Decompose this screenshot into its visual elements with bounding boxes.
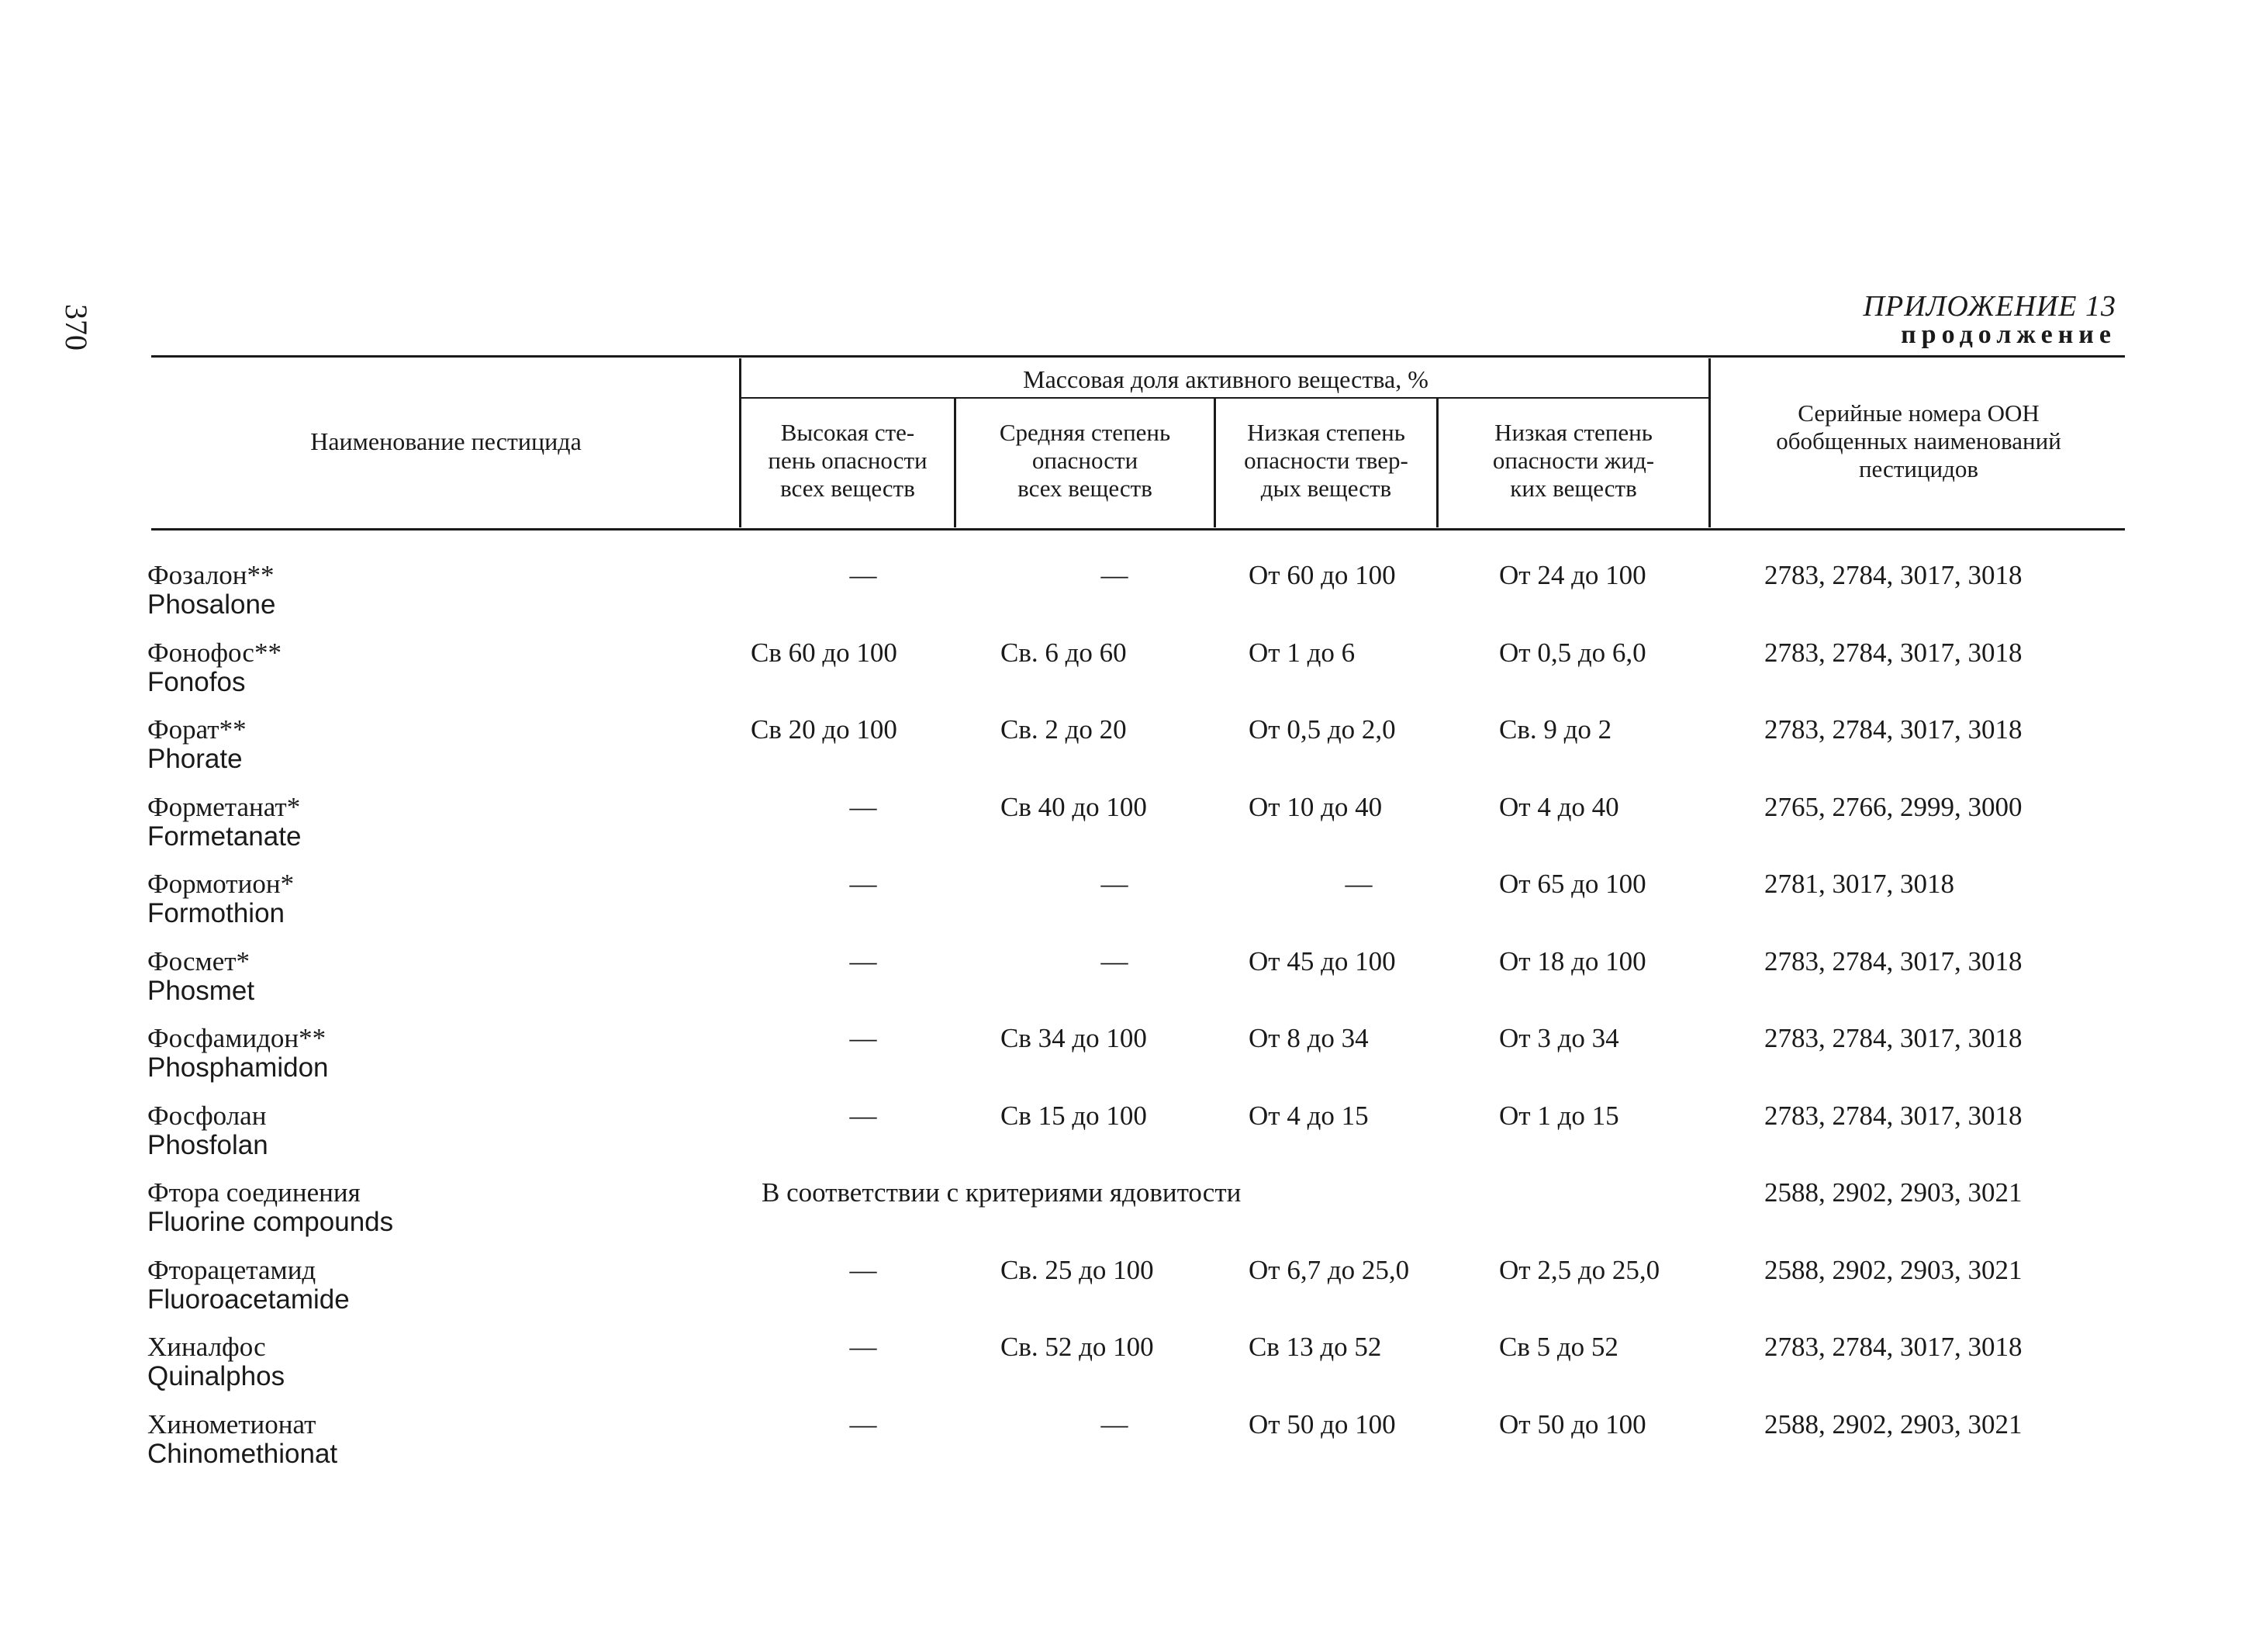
cell-medium: Св 15 до 100: [1000, 1100, 1147, 1131]
cell-high: —: [849, 560, 877, 590]
cell-high: —: [849, 1100, 877, 1131]
cell-low-solid: От 60 до 100: [1249, 560, 1396, 590]
cell-un-numbers: 2781, 3017, 3018: [1764, 869, 1954, 899]
span-note: В соответствии с критериями ядовитости: [762, 1177, 1242, 1208]
cell-medium: Св. 25 до 100: [1000, 1254, 1154, 1285]
cell-low-solid: От 8 до 34: [1249, 1023, 1369, 1053]
cell-medium: —: [1100, 869, 1128, 899]
cell-low-solid: От 45 до 100: [1249, 945, 1396, 976]
cell-low-liquid: От 1 до 15: [1499, 1100, 1619, 1131]
cell-un-numbers: 2783, 2784, 3017, 3018: [1764, 714, 2023, 745]
cell-low-liquid: От 50 до 100: [1499, 1408, 1646, 1439]
pesticide-name-ru: Фонофос**: [147, 637, 282, 668]
cell-low-liquid: От 24 до 100: [1499, 560, 1646, 590]
cell-medium: —: [1100, 945, 1128, 976]
cell-low-liquid: От 2,5 до 25,0: [1499, 1254, 1660, 1285]
cell-low-solid: От 50 до 100: [1249, 1408, 1396, 1439]
col-divider-4: [1436, 399, 1439, 527]
table-top-rule: [151, 355, 2125, 358]
header-low-hazard-solid: Низкая степень опасности твер- дых веществ: [1244, 419, 1408, 502]
cell-low-liquid: От 18 до 100: [1499, 945, 1646, 976]
cell-low-liquid: От 4 до 40: [1499, 791, 1619, 822]
pesticide-name-ru: Фосфолан: [147, 1100, 267, 1131]
cell-low-liquid: От 65 до 100: [1499, 869, 1646, 899]
cell-medium: Св 34 до 100: [1000, 1023, 1147, 1053]
cell-low-solid: Св 13 до 52: [1249, 1332, 1382, 1362]
header-bottom-rule: [151, 528, 2125, 531]
table-row: [0, 714, 2242, 789]
pesticide-name-latin: Chinomethionat: [147, 1438, 338, 1469]
cell-un-numbers: 2588, 2902, 2903, 3021: [1764, 1177, 2023, 1208]
table-row: [0, 1023, 2242, 1097]
cell-low-solid: От 4 до 15: [1249, 1100, 1369, 1131]
table-row: [0, 946, 2242, 1021]
pesticide-name-latin: Formetanate: [147, 821, 302, 852]
pesticide-name-latin: Phosfolan: [147, 1129, 268, 1160]
table-row: [0, 792, 2242, 866]
cell-low-liquid: Св 5 до 52: [1499, 1332, 1618, 1362]
cell-high: —: [849, 1023, 877, 1053]
cell-low-solid: От 1 до 6: [1249, 637, 1356, 668]
cell-low-liquid: Св. 9 до 2: [1499, 714, 1612, 745]
cell-un-numbers: 2588, 2902, 2903, 3021: [1764, 1408, 2023, 1439]
cell-medium: Св 40 до 100: [1000, 791, 1147, 822]
cell-high: —: [849, 1332, 877, 1362]
cell-low-liquid: От 0,5 до 6,0: [1499, 637, 1646, 668]
cell-high: Св 20 до 100: [751, 714, 897, 745]
cell-low-solid: От 0,5 до 2,0: [1249, 714, 1396, 745]
appendix-title: ПРИЛОЖЕНИЕ 13: [1863, 290, 2116, 323]
table-row: [0, 1255, 2242, 1329]
continuation-label: продолжение: [1901, 320, 2116, 349]
pesticide-name-ru: Хиналфос: [147, 1332, 266, 1362]
cell-high: —: [849, 1408, 877, 1439]
table-row: [0, 869, 2242, 943]
cell-medium: —: [1100, 1408, 1128, 1439]
cell-un-numbers: 2765, 2766, 2999, 3000: [1764, 791, 2023, 822]
cell-high: —: [849, 869, 877, 899]
pesticide-name-latin: Formothion: [147, 898, 285, 928]
header-pesticide-name: Наименование пестицида: [310, 427, 582, 455]
col-divider-3: [1214, 399, 1216, 527]
mass-fraction-rule: [741, 397, 1710, 399]
cell-low-liquid: От 3 до 34: [1499, 1023, 1619, 1053]
cell-high: Св 60 до 100: [751, 637, 897, 668]
cell-high: —: [849, 1254, 877, 1285]
cell-high: —: [849, 791, 877, 822]
cell-un-numbers: 2588, 2902, 2903, 3021: [1764, 1254, 2023, 1285]
cell-un-numbers: 2783, 2784, 3017, 3018: [1764, 1100, 2023, 1131]
pesticide-name-latin: Phosphamidon: [147, 1052, 329, 1083]
header-high-hazard: Высокая сте- пень опасности всех веществ: [768, 419, 928, 502]
cell-medium: Св. 52 до 100: [1000, 1332, 1154, 1362]
table-row: [0, 1101, 2242, 1175]
cell-medium: Св. 6 до 60: [1000, 637, 1127, 668]
table-row: [0, 560, 2242, 634]
table-row: [0, 1177, 2242, 1252]
header-medium-hazard: Средняя степень опасности всех веществ: [999, 419, 1171, 502]
pesticide-name-latin: Fluorine compounds: [147, 1207, 394, 1237]
cell-high: —: [849, 945, 877, 976]
cell-un-numbers: 2783, 2784, 3017, 3018: [1764, 637, 2023, 668]
cell-low-solid: От 6,7 до 25,0: [1249, 1254, 1410, 1285]
pesticide-name-latin: Phorate: [147, 744, 243, 774]
cell-un-numbers: 2783, 2784, 3017, 3018: [1764, 1023, 2023, 1053]
page-number: 370: [59, 304, 94, 351]
cell-low-solid: От 10 до 40: [1249, 791, 1383, 822]
header-mass-fraction: Массовая доля активного вещества, %: [1023, 365, 1428, 393]
table-row: [0, 1332, 2242, 1406]
pesticide-name-ru: Форметанат*: [147, 791, 301, 822]
cell-un-numbers: 2783, 2784, 3017, 3018: [1764, 1332, 2023, 1362]
pesticide-name-latin: Quinalphos: [147, 1361, 285, 1391]
table-row: [0, 1409, 2242, 1484]
pesticide-name-latin: Phosmet: [147, 975, 255, 1006]
pesticide-name-ru: Фозалон**: [147, 560, 275, 590]
pesticide-name-ru: Форат**: [147, 714, 247, 745]
pesticide-name-ru: Формотион*: [147, 869, 295, 899]
cell-un-numbers: 2783, 2784, 3017, 3018: [1764, 945, 2023, 976]
table-row: [0, 638, 2242, 712]
pesticide-name-ru: Фосфамидон**: [147, 1023, 326, 1053]
pesticide-name-latin: Phosalone: [147, 589, 276, 620]
pesticide-name-ru: Фосмет*: [147, 945, 250, 976]
cell-un-numbers: 2783, 2784, 3017, 3018: [1764, 560, 2023, 590]
cell-low-solid: —: [1345, 869, 1373, 899]
col-divider-1: [739, 358, 741, 527]
pesticide-name-latin: Fonofos: [147, 666, 246, 697]
pesticide-name-ru: Хинометионат: [147, 1408, 316, 1439]
col-divider-2: [954, 399, 956, 527]
col-divider-5: [1708, 358, 1711, 527]
pesticide-name-latin: Fluoroacetamide: [147, 1284, 350, 1315]
pesticide-name-ru: Фторацетамид: [147, 1254, 316, 1285]
cell-medium: —: [1100, 560, 1128, 590]
header-un-numbers: Серийные номера ООН обобщенных наименований пестицидов: [1776, 399, 2061, 482]
header-low-hazard-liquid: Низкая степень опасности жид- ких веществ: [1492, 419, 1655, 502]
cell-medium: Св. 2 до 20: [1000, 714, 1127, 745]
pesticide-name-ru: Фтора соединения: [147, 1177, 361, 1208]
